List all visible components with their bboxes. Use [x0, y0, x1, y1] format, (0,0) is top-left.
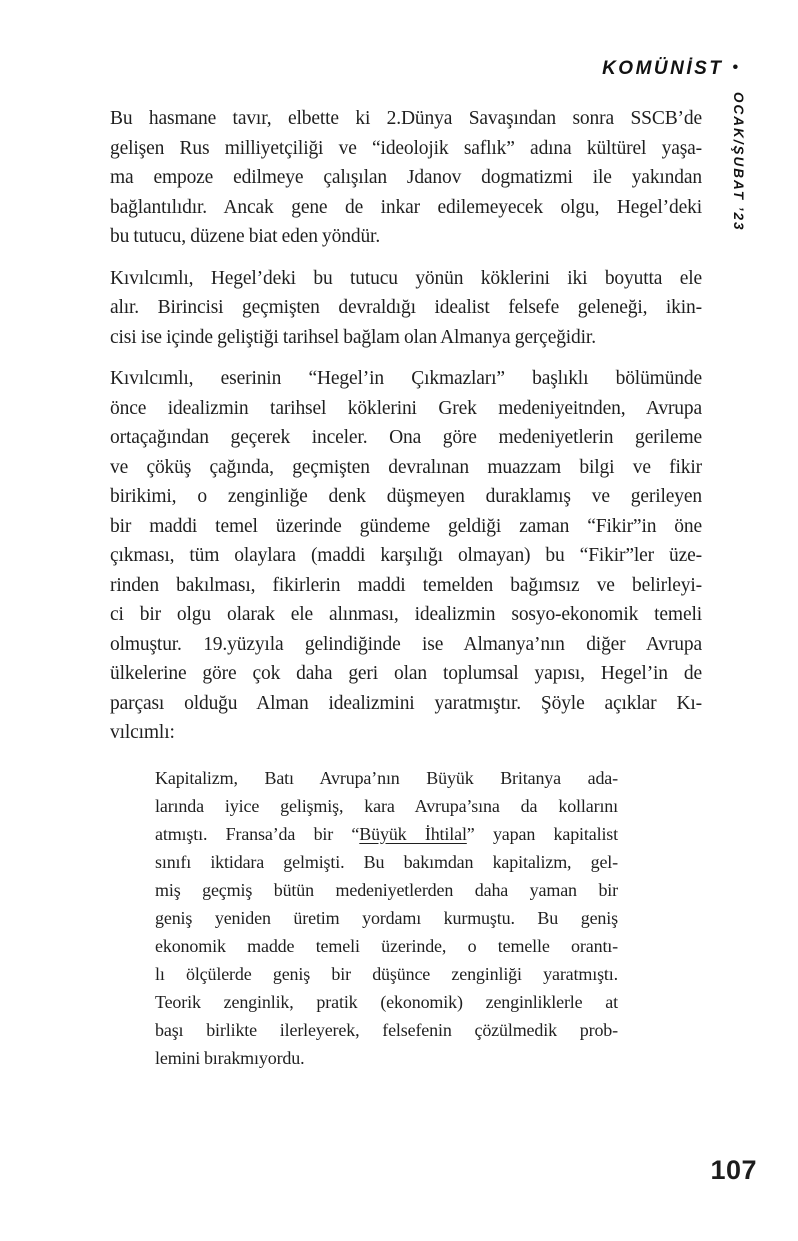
journal-title: KOMÜNİST: [602, 58, 724, 79]
text-line: ci bir olgu olarak ele alınması, idealizmin sosyo-ekonomik temeli: [110, 604, 702, 625]
text-line: sınıfı iktidara gelmişti. Bu bakımdan kapitalizm, gel-: [155, 851, 618, 872]
body-paragraph: [110, 264, 702, 353]
body-paragraph: [110, 364, 702, 748]
text-line: ortaçağından geçerek inceler. Ona göre medeniyetlerin gerileme: [110, 427, 702, 448]
text-line: bağlantılıdır. Ancak gene de inkar edilemeyecek olgu, Hegel’deki: [110, 196, 702, 218]
text-line: olmuştur. 19.yüzyıla gelindiğinde ise Almanya’nın diğer Avrupa: [110, 633, 702, 655]
text-line: başı birlikte ilerleyerek, felsefenin çözülmedik prob-: [155, 1019, 618, 1040]
text-line: ekonomik madde temeli üzerinde, o temelle orantı-: [155, 935, 618, 956]
text-line: ve çöküş çağında, geçmişten devralınan muazzam bilgi ve fikir: [110, 456, 702, 478]
underlined-text: Büyük İhtilal: [359, 823, 467, 844]
masthead: [602, 58, 738, 80]
text-line: miş geçmiş bütün medeniyetlerden daha yaman bir: [155, 879, 618, 900]
text-line: bir maddi temel üzerinde gündeme geldiği zaman “Fikir”in öne: [110, 515, 702, 537]
text-line: geniş yeniden üretim yordamı kurmuştu. Bu geniş: [155, 907, 618, 928]
text-line: cisi ise içinde geliştiği tarihsel bağlam olan Almanya gerçeğidir.: [110, 326, 596, 348]
text-line: vılcımlı:: [110, 722, 175, 743]
text-column: [110, 104, 702, 1072]
body-paragraph: [110, 104, 702, 252]
text-line: önce idealizmin tarihsel köklerini Grek medeniyeitnden, Avrupa: [110, 397, 702, 419]
text-line: Teorik zenginlik, pratik (ekonomik) zenginliklerle at: [155, 991, 618, 1012]
text-line: çıkması, tüm olaylara (maddi karşılığı olmayan) bu “Fikir”ler üze-: [110, 545, 702, 566]
text-line: ma empoze edilmeye çalışılan Jdanov dogmatizmi ile yakından: [110, 167, 702, 188]
text-line: ülkelerine göre çok daha geri olan toplumsal yapısı, Hegel’in de: [110, 663, 702, 684]
issue-label-vertical: OCAK/ŞUBAT ’23: [731, 92, 746, 232]
text-line: alır. Birincisi geçmişten devraldığı idealist felsefe geleneği, ikin-: [110, 297, 702, 318]
bullet-icon: •: [732, 59, 738, 76]
text-line: rinden bakılması, fikirlerin maddi temelden bağımsız ve belirleyi-: [110, 574, 702, 596]
text-line: parçası olduğu Alman idealizmini yaratmıştır. Şöyle açıklar Kı-: [110, 692, 702, 714]
text-line: atmıştı. Fransa’da bir “Büyük İhtilal” yapan kapitalist: [155, 823, 618, 844]
page-number: 107: [710, 1155, 757, 1185]
text-line: lı ölçülerde geniş bir düşünce zenginliği yaratmıştı.: [155, 963, 618, 984]
text-line: Kıvılcımlı, Hegel’deki bu tutucu yönün köklerini iki boyutta ele: [110, 267, 702, 289]
text-line: Kıvılcımlı, eserinin “Hegel’in Çıkmazları” başlıklı bölümünde: [110, 368, 702, 389]
text-line: Kapitalizm, Batı Avrupa’nın Büyük Britanya ada-: [155, 767, 618, 788]
text-line: larında iyice gelişmiş, kara Avrupa’sına da kollarını: [155, 795, 618, 816]
block-quote-paragraph: [155, 764, 618, 1072]
text-line: lemini bırakmıyordu.: [155, 1047, 305, 1068]
text-line: birikimi, o zenginliğe denk düşmeyen duraklamış ve gerileyen: [110, 486, 702, 507]
text-line: Bu hasmane tavır, elbette ki 2.Dünya Savaşından sonra SSCB’de: [110, 108, 702, 129]
text-line: bu tutucu, düzene biat eden yöndür.: [110, 226, 381, 247]
text-line: gelişen Rus milliyetçiliği ve “ideolojik saflık” adına kültürel yaşa-: [110, 137, 702, 159]
